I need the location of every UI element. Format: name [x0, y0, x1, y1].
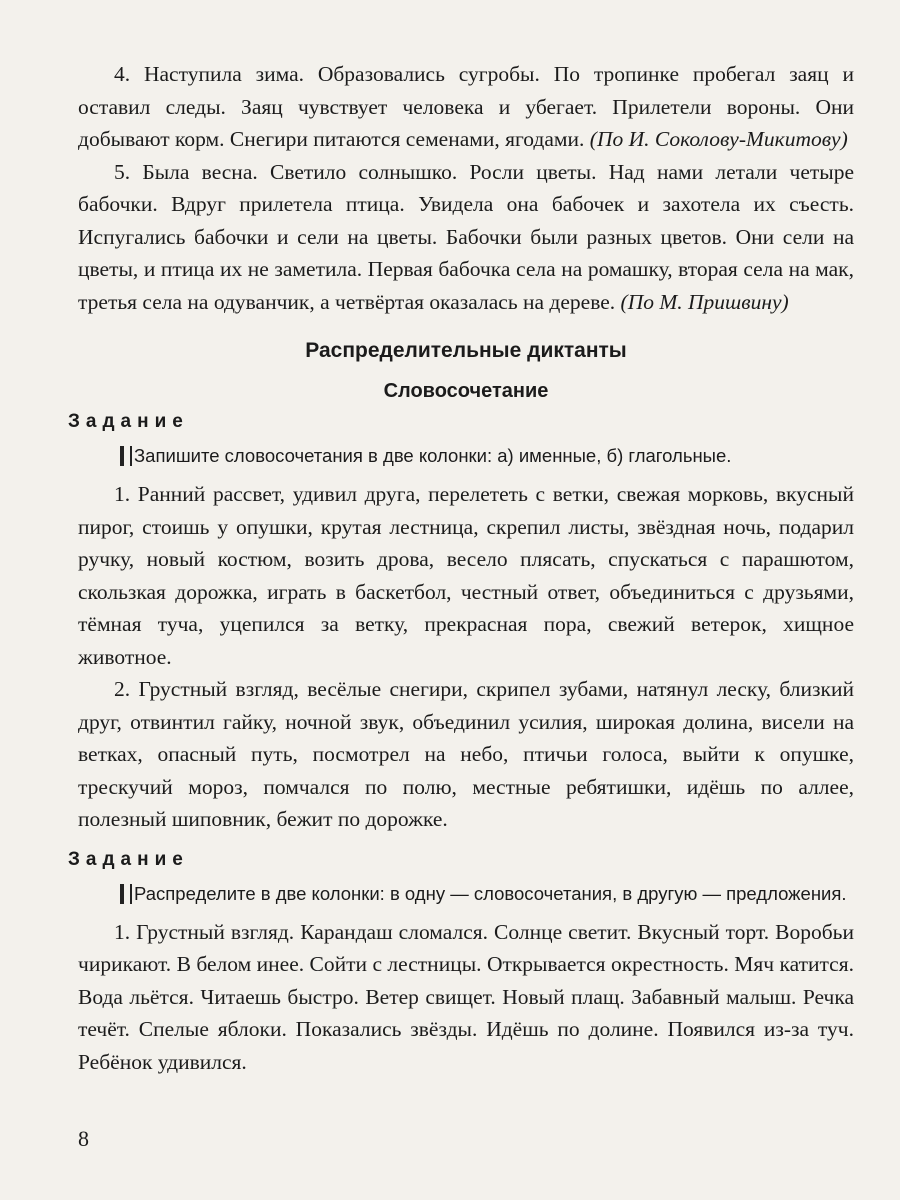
page-content [68, 58, 854, 1078]
instruction-text: Распределите в две колонки: в одну — словосочетания, в другую — предложения. [134, 882, 847, 904]
paragraph-4 [78, 58, 854, 156]
paragraph-text: 5. Была весна. Светило солнышко. Росли цветы. Над нами летали четыре бабочки. Вдруг прилетела птица. Увидела она бабочек и захотела их съесть. Испугались бабочки и сели на цветы. Бабочки были разных цветов. Они сели на цветы, и птица их не заметила. Первая бабочка села на ромашку, вторая села на мак, третья села на одуванчик, а четвёртая оказалась на дереве. [78, 159, 854, 314]
paragraph-text: 4. Наступила зима. Образовались сугробы. По тропинке пробегал заяц и оставил следы. Заяц чувствует человека и убегает. Прилетели вороны. Они добывают корм. Снегири питаются семенами, ягодами. [78, 62, 854, 151]
section-title: Распределительные диктанты [305, 339, 627, 362]
instruction-bar-icon [120, 884, 132, 904]
subsection-title: Словосочетание [383, 380, 549, 402]
instruction-bar-icon [120, 446, 132, 466]
exercise-item: 2. Грустный взгляд, весёлые снегири, скрипел зубами, натянул леску, близкий друг, отвинтил гайку, ночной звук, объединил усилия, широкая долина, висели на ветках, опасный путь, посмотрел на небо, птичьи голоса, выйти к опушке, трескучий мороз, помчался по полю, местные ребятишки, идёшь по аллее, полезный шиповник, бежит по дорожке. [78, 677, 854, 831]
instruction-text: Запишите словосочетания в две колонки: а) именные, б) глагольные. [134, 445, 732, 466]
task-label: Задание [68, 848, 189, 870]
task-instruction [78, 442, 854, 470]
exercise-item: 1. Ранний рассвет, удивил друга, перелететь с ветки, свежая морковь, вкусный пирог, стоишь у опушки, крутая лестница, скрепил листы, звёздная ночь, подарил ручку, новый костюм, возить дрова, весело плясать, спускаться с парашютом, скользкая дорожка, играть в баскетбол, честный ответ, объединиться с друзьями, тёмная туча, уцепился за ветку, прекрасная пора, свежий ветерок, хищное животное. [78, 482, 854, 669]
task-label: Задание [68, 411, 189, 432]
paragraph-source: (По М. Пришвину) [620, 289, 789, 314]
exercise-item: 1. Грустный взгляд. Карандаш сломался. Солнце светит. Вкусный торт. Воробьи чирикают. В белом инее. Сойти с лестницы. Открывается окрестность. Мяч катится. Вода льётся. Читаешь быстро. Ветер свищет. Новый плащ. Забавный малыш. Речка течёт. Спелые яблоки. Показались звёзды. Идёшь по долине. Появился из-за туч. Ребёнок удивился. [78, 919, 854, 1074]
page-number: 8 [78, 1126, 89, 1151]
paragraph-5 [78, 156, 854, 319]
paragraph-source: (По И. Соколову-Микитову) [589, 127, 848, 151]
task-instruction [78, 880, 854, 908]
